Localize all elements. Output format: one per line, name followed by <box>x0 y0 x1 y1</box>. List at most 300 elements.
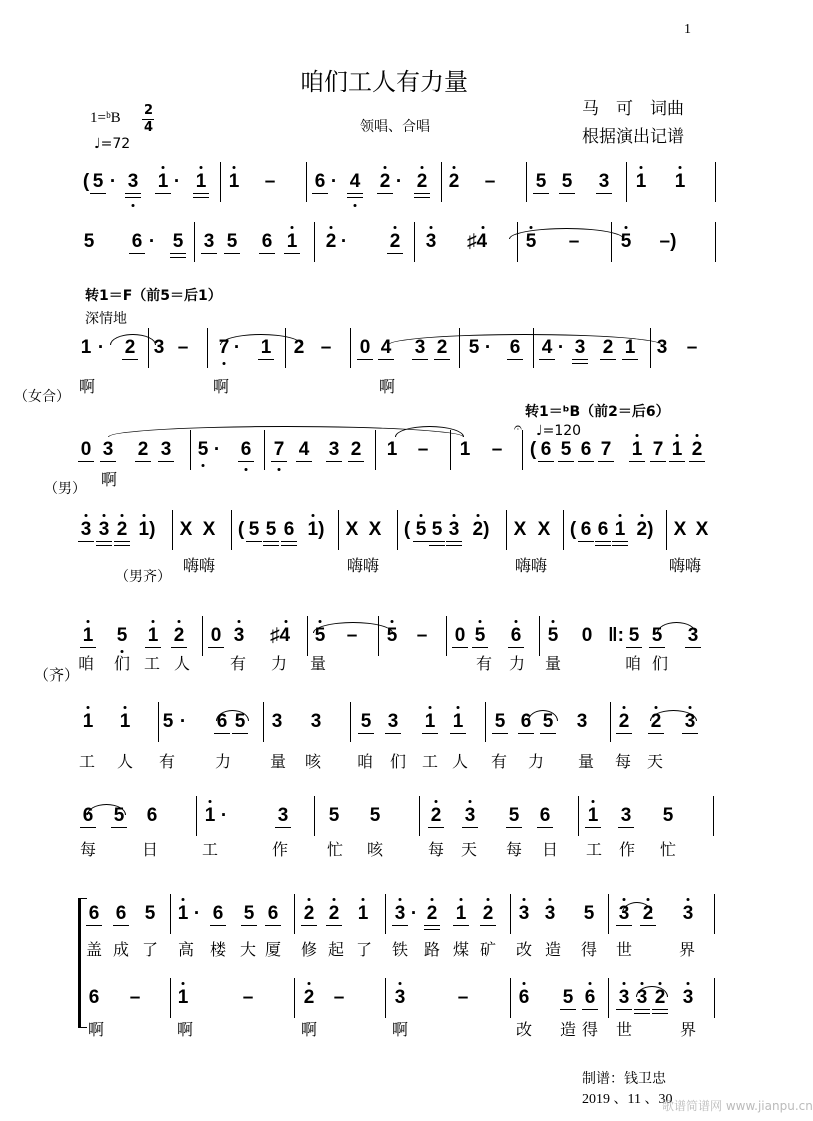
note: 6 <box>115 903 127 924</box>
barline <box>350 702 351 742</box>
octave-dot-below <box>354 204 357 207</box>
dotted-rhythm: · <box>213 439 221 460</box>
beam-line <box>377 193 393 194</box>
note: 6 <box>212 903 224 924</box>
barline <box>338 510 339 550</box>
octave-dot-above <box>333 898 336 901</box>
note: 5 <box>248 519 260 540</box>
note: 7 <box>218 337 230 358</box>
barline <box>578 796 579 836</box>
note: 6 <box>267 903 279 924</box>
octave-dot-above <box>523 982 526 985</box>
beam-line <box>281 541 297 542</box>
lyric-word: 啊 <box>391 1020 409 1039</box>
lyric-word: 们 <box>651 654 669 673</box>
octave-dot-below <box>132 204 135 207</box>
lyric-word: 力 <box>508 654 526 673</box>
note: 5 <box>328 805 340 826</box>
beam-line <box>572 363 588 364</box>
beam-line <box>301 925 317 926</box>
note: 3 <box>620 805 632 826</box>
lyric-word: 咱 <box>624 654 642 673</box>
lyric-word: 每 <box>614 752 632 771</box>
note: 6 <box>283 519 295 540</box>
note: 5 <box>542 711 554 732</box>
beam-line <box>125 193 141 194</box>
beam-line <box>600 359 616 360</box>
lyric-word: 咱 <box>77 654 95 673</box>
beam-line <box>170 257 186 258</box>
barline <box>158 702 159 742</box>
note: ‖: <box>608 625 624 646</box>
beam-line <box>634 1013 650 1014</box>
slur-arc <box>509 228 624 239</box>
beam-line <box>648 733 664 734</box>
lyric-word: 盖 <box>85 940 103 959</box>
beam-line <box>446 541 462 542</box>
note: X <box>368 519 382 540</box>
octave-dot-above <box>103 514 106 517</box>
beam-line <box>414 197 430 198</box>
octave-dot-above <box>420 514 423 517</box>
lyric-word: 改 <box>515 940 533 959</box>
lyric-word: 铁 <box>391 940 409 959</box>
octave-dot-above <box>530 226 533 229</box>
note: 2 <box>293 337 305 358</box>
barline <box>307 616 308 656</box>
modulation-2: 转1＝ᵇB（前2＝后6） <box>525 404 670 420</box>
note: 3 <box>448 519 460 540</box>
beam-line <box>412 359 428 360</box>
beam-line <box>135 461 151 462</box>
performance-note: 领唱、合唱 <box>360 119 430 135</box>
lyric-word: 啊 <box>378 377 396 396</box>
lyric-word: 工 <box>201 840 219 859</box>
note: 5 <box>369 805 381 826</box>
note: 2 <box>137 439 149 460</box>
beam-line <box>271 461 287 462</box>
note: 5 <box>494 711 506 732</box>
beam-line <box>650 461 666 462</box>
dotted-rhythm: · <box>148 231 156 252</box>
note: 1 <box>587 805 599 826</box>
note: 5 <box>431 519 443 540</box>
barline <box>314 222 315 262</box>
octave-dot-above <box>143 514 146 517</box>
lyric-word: 量 <box>544 654 562 673</box>
barline <box>446 616 447 656</box>
dotted-rhythm: · <box>557 337 565 358</box>
barline <box>715 222 716 262</box>
note: 2 <box>124 337 136 358</box>
octave-dot-above <box>87 620 90 623</box>
beam-line <box>533 193 549 194</box>
octave-dot-above <box>291 226 294 229</box>
note: 5 <box>662 805 674 826</box>
note: 3 <box>618 903 630 924</box>
octave-dot-above <box>435 800 438 803</box>
lyric-word: 每 <box>79 840 97 859</box>
note: 6 <box>88 903 100 924</box>
beam-line <box>224 253 240 254</box>
octave-dot-above <box>121 514 124 517</box>
beam-line <box>114 545 130 546</box>
barline <box>196 796 197 836</box>
barline <box>170 894 171 934</box>
note: 5 <box>172 231 184 252</box>
note: 5 <box>415 519 427 540</box>
beam-line <box>122 359 138 360</box>
note: 3 <box>425 231 437 252</box>
lyric-word: 得 <box>581 1020 599 1039</box>
barline <box>306 162 307 202</box>
lyric-word: 啊 <box>78 377 96 396</box>
beam-line <box>265 925 281 926</box>
note: ( <box>82 171 90 192</box>
barline <box>626 162 627 202</box>
lyric-word: 量 <box>269 752 287 771</box>
barline <box>148 328 149 368</box>
octave-dot-above <box>85 514 88 517</box>
note: 3 <box>618 987 630 1008</box>
octave-dot-above <box>308 982 311 985</box>
beam-line <box>538 461 554 462</box>
lyric-word: 每 <box>427 840 445 859</box>
octave-dot-above <box>623 706 626 709</box>
octave-dot-above <box>460 898 463 901</box>
beam-line <box>78 541 94 542</box>
note: X <box>695 519 709 540</box>
note: 5 <box>508 805 520 826</box>
beam-line <box>582 1009 598 1010</box>
note: 6 <box>510 625 522 646</box>
note: X <box>673 519 687 540</box>
note: 1 <box>455 903 467 924</box>
beam-line <box>596 193 612 194</box>
note: 6 <box>314 171 326 192</box>
note: – <box>686 337 698 358</box>
note: 3 <box>518 903 530 924</box>
beam-line <box>424 925 440 926</box>
lyric-word: 嗨嗨 <box>514 556 548 575</box>
modulation-1: 转1＝F（前5＝后1） <box>85 288 222 304</box>
beam-line <box>558 461 574 462</box>
part-label-female: （女合） <box>14 389 70 405</box>
barline <box>666 510 667 550</box>
note: 1 <box>674 171 686 192</box>
beam-line <box>537 827 553 828</box>
note: 5 <box>113 805 125 826</box>
note: ♯4 <box>269 625 291 646</box>
octave-dot-above <box>421 166 424 169</box>
time-signature-bottom: 4 <box>144 120 154 135</box>
note: 7 <box>273 439 285 460</box>
beam-line <box>508 647 524 648</box>
note: 1 <box>195 171 207 192</box>
note: 3 <box>271 711 283 732</box>
note: 5 <box>197 439 209 460</box>
barline <box>231 510 232 550</box>
dotted-rhythm: · <box>97 337 105 358</box>
beam-line <box>559 193 575 194</box>
note: 4 <box>380 337 392 358</box>
note: 3 <box>80 519 92 540</box>
octave-dot-above <box>233 166 236 169</box>
note: 3 <box>394 903 406 924</box>
lyric-word: 改 <box>515 1020 533 1039</box>
note: 1 <box>614 519 626 540</box>
note: 2) <box>472 519 490 540</box>
note: – <box>484 171 496 192</box>
barline <box>611 222 612 262</box>
note: 1 <box>82 625 94 646</box>
beam-line <box>413 541 429 542</box>
beam-line <box>357 359 373 360</box>
note: ( <box>569 519 577 540</box>
lyric-word: 咱 <box>356 752 374 771</box>
beam-line <box>358 733 374 734</box>
note: X <box>537 519 551 540</box>
beam-line <box>208 647 224 648</box>
note: 2 <box>116 519 128 540</box>
lyric-word: 修 <box>300 940 318 959</box>
beam-line <box>492 733 508 734</box>
note: 3 <box>127 171 139 192</box>
note: 6 <box>539 805 551 826</box>
note: 6 <box>82 805 94 826</box>
octave-dot-below <box>245 468 248 471</box>
barline <box>314 796 315 836</box>
lyric-word: 厦 <box>264 940 282 959</box>
note: 2 <box>379 171 391 192</box>
beam-line <box>96 545 112 546</box>
note: 1 <box>357 903 369 924</box>
lyric-word: 路 <box>423 940 441 959</box>
dotted-rhythm: · <box>233 337 241 358</box>
lyric-word: 咳 <box>366 840 384 859</box>
beam-line <box>348 461 364 462</box>
arranger-credit: 制谱：钱卫忠 <box>582 1071 666 1087</box>
note: 2 <box>303 987 315 1008</box>
barline <box>610 702 611 742</box>
beam-line <box>258 359 274 360</box>
dotted-rhythm: · <box>179 711 187 732</box>
note: 3 <box>544 903 556 924</box>
octave-dot-above <box>589 982 592 985</box>
octave-dot-above <box>482 226 485 229</box>
octave-dot-above <box>659 982 662 985</box>
octave-dot-above <box>429 706 432 709</box>
lyric-word: 工 <box>78 752 96 771</box>
note: 5 <box>226 231 238 252</box>
note: 1 <box>624 337 636 358</box>
beam-line <box>540 733 556 734</box>
note: 6 <box>584 987 596 1008</box>
beam-line <box>572 359 588 360</box>
note: 1 <box>424 711 436 732</box>
lyric-word: 起 <box>327 940 345 959</box>
beam-line <box>429 545 445 546</box>
beam-line <box>114 541 130 542</box>
note: 5 <box>535 171 547 192</box>
lyric-word: 工 <box>143 654 161 673</box>
note: 1 <box>386 439 398 460</box>
barline <box>608 894 609 934</box>
note: 3 <box>414 337 426 358</box>
note: 1 <box>671 439 683 460</box>
note: 3 <box>682 987 694 1008</box>
lyric-word: 咳 <box>304 752 322 771</box>
beam-line <box>129 253 145 254</box>
octave-dot-above <box>623 898 626 901</box>
octave-dot-above <box>687 982 690 985</box>
note: 3 <box>464 805 476 826</box>
lyric-word: 作 <box>618 840 636 859</box>
lyric-word: 量 <box>309 654 327 673</box>
dotted-rhythm: · <box>220 805 228 826</box>
barline <box>517 222 518 262</box>
octave-dot-above <box>182 982 185 985</box>
note: 6 <box>580 519 592 540</box>
lyric-word: 造 <box>544 940 562 959</box>
note: 5 <box>360 711 372 732</box>
octave-dot-above <box>676 434 679 437</box>
octave-dot-above <box>453 166 456 169</box>
beam-line <box>506 827 522 828</box>
note: 3 <box>328 439 340 460</box>
note: – <box>320 337 332 358</box>
barline <box>263 702 264 742</box>
lyric-word: 楼 <box>209 940 227 959</box>
beam-line <box>414 193 430 194</box>
octave-dot-above <box>515 620 518 623</box>
note: – <box>264 171 276 192</box>
lyric-word: 有 <box>158 752 176 771</box>
note: 0 <box>454 625 466 646</box>
note: 3 <box>153 337 165 358</box>
barline <box>539 616 540 656</box>
lyric-word: 有 <box>229 654 247 673</box>
note: 1 <box>119 711 131 732</box>
lyric-word: 工 <box>585 840 603 859</box>
note: 3 <box>387 711 399 732</box>
octave-dot-above <box>647 898 650 901</box>
beam-line <box>422 733 438 734</box>
note: 1 <box>631 439 643 460</box>
barline <box>510 894 511 934</box>
beam-line <box>472 647 488 648</box>
note: 5 <box>628 625 640 646</box>
beam-line <box>275 827 291 828</box>
note: 7 <box>600 439 612 460</box>
beam-line <box>595 541 611 542</box>
beam-line <box>462 827 478 828</box>
note: 1 <box>228 171 240 192</box>
octave-dot-above <box>87 706 90 709</box>
beam-line <box>616 925 632 926</box>
tempo-marking: ♩=72 <box>94 136 131 152</box>
note: 5 <box>144 903 156 924</box>
note: 4 <box>541 337 553 358</box>
beam-line <box>210 925 226 926</box>
beam-line <box>86 925 102 926</box>
lyric-word: 得 <box>580 940 598 959</box>
system-bracket <box>78 898 87 1028</box>
beam-line <box>100 461 116 462</box>
note: 5 <box>243 903 255 924</box>
beam-line <box>80 647 96 648</box>
lyric-word: 嗨嗨 <box>668 556 702 575</box>
beam-line <box>80 827 96 828</box>
note: 5 <box>620 231 632 252</box>
note: 3 <box>160 439 172 460</box>
barline <box>608 978 609 1018</box>
barline <box>526 162 527 202</box>
note: 6 <box>520 711 532 732</box>
note: 5 <box>525 231 537 252</box>
key-signature: 1=ᵇB <box>90 110 121 126</box>
octave-dot-above <box>399 982 402 985</box>
note: 7 <box>652 439 664 460</box>
slur-arc <box>110 334 156 345</box>
dotted-rhythm: · <box>395 171 403 192</box>
note: 5 <box>83 231 95 252</box>
octave-dot-above <box>308 898 311 901</box>
note: – <box>457 987 469 1008</box>
barline <box>202 616 203 656</box>
note: 4 <box>349 171 361 192</box>
barline <box>714 894 715 934</box>
lyric-word: 力 <box>527 752 545 771</box>
note: 6 <box>518 987 530 1008</box>
note: 2 <box>389 231 401 252</box>
note: 3 <box>576 711 588 732</box>
beam-line <box>539 359 555 360</box>
lyric-word: 界 <box>678 940 696 959</box>
note: 1 <box>452 711 464 732</box>
octave-dot-above <box>592 800 595 803</box>
note: 3 <box>682 903 694 924</box>
beam-line <box>232 733 248 734</box>
note: 2 <box>618 711 630 732</box>
octave-dot-above <box>479 620 482 623</box>
octave-dot-above <box>640 166 643 169</box>
beam-line <box>385 733 401 734</box>
note: 5 <box>314 625 326 646</box>
note: 0 <box>359 337 371 358</box>
note: 2 <box>482 903 494 924</box>
octave-dot-above <box>477 514 480 517</box>
note: X <box>513 519 527 540</box>
barline <box>506 510 507 550</box>
lyric-word: 成 <box>112 940 130 959</box>
octave-dot-above <box>687 898 690 901</box>
note: 5 <box>561 171 573 192</box>
dotted-rhythm: · <box>109 171 117 192</box>
barline <box>170 978 171 1018</box>
slur-arc <box>220 334 302 345</box>
octave-dot-above <box>384 166 387 169</box>
octave-dot-above <box>178 620 181 623</box>
beam-line <box>634 1009 650 1010</box>
note: 2 <box>602 337 614 358</box>
beam-line <box>669 461 685 462</box>
barline <box>385 894 386 934</box>
note: 6 <box>88 987 100 1008</box>
lyric-word: 人 <box>116 752 134 771</box>
beam-line <box>685 647 701 648</box>
barline <box>378 616 379 656</box>
